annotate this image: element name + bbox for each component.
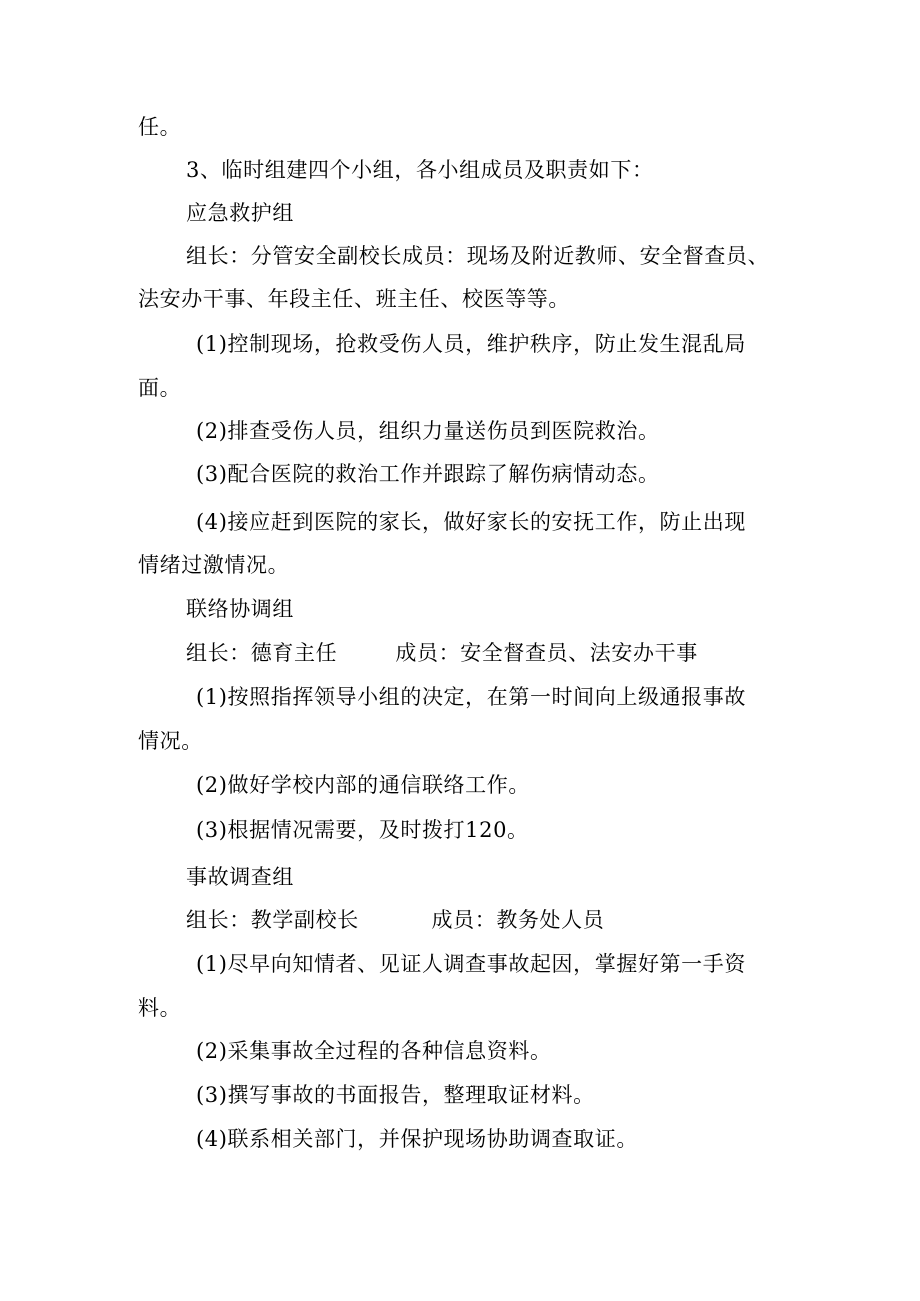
list-item: (3)撰写事故的书面报告，整理取证材料。 <box>196 1083 595 1107</box>
text-line: 组长：德育主任 成员：安全督查员、法安办干事 <box>186 641 698 665</box>
text-line: 组长：教学副校长 成员：教务处人员 <box>186 908 605 932</box>
text-line: 任。 <box>138 115 182 139</box>
list-item: (1)按照指挥领导小组的决定，在第一时间向上级通报事故 <box>196 685 746 709</box>
list-item: (2)做好学校内部的通信联络工作。 <box>196 773 530 797</box>
list-item: (4)联系相关部门，并保护现场协助调查取证。 <box>196 1127 638 1151</box>
list-item: (1)控制现场，抢救受伤人员，维护秩序，防止发生混乱局 <box>196 332 746 356</box>
group-heading-investigation: 事故调查组 <box>186 865 294 889</box>
text-line: 面。 <box>138 376 182 400</box>
list-item: (1)尽早向知情者、见证人调查事故起因，掌握好第一手资 <box>196 952 746 976</box>
list-item: (3)配合医院的救治工作并跟踪了解伤病情动态。 <box>196 462 660 486</box>
list-item: (4)接应赶到医院的家长，做好家长的安抚工作，防止出现 <box>196 510 746 534</box>
text-line: 料。 <box>138 996 182 1020</box>
section-intro: 3、临时组建四个小组，各小组成员及职责如下： <box>186 158 654 182</box>
group-heading-liaison: 联络协调组 <box>186 597 294 621</box>
text-line: 法安办干事、年段主任、班主任、校医等等。 <box>138 287 570 311</box>
text-line: 情绪过激情况。 <box>138 553 290 577</box>
text-line: 组长：分管安全副校长成员：现场及附近教师、安全督查员、 <box>186 244 770 268</box>
list-item: (2)排查受伤人员，组织力量送伤员到医院救治。 <box>196 419 660 443</box>
text-line: 情况。 <box>138 729 203 753</box>
list-item: (2)采集事故全过程的各种信息资料。 <box>196 1039 552 1063</box>
group-heading-rescue: 应急救护组 <box>186 201 294 225</box>
list-item: (3)根据情况需要，及时拨打120。 <box>196 818 529 842</box>
